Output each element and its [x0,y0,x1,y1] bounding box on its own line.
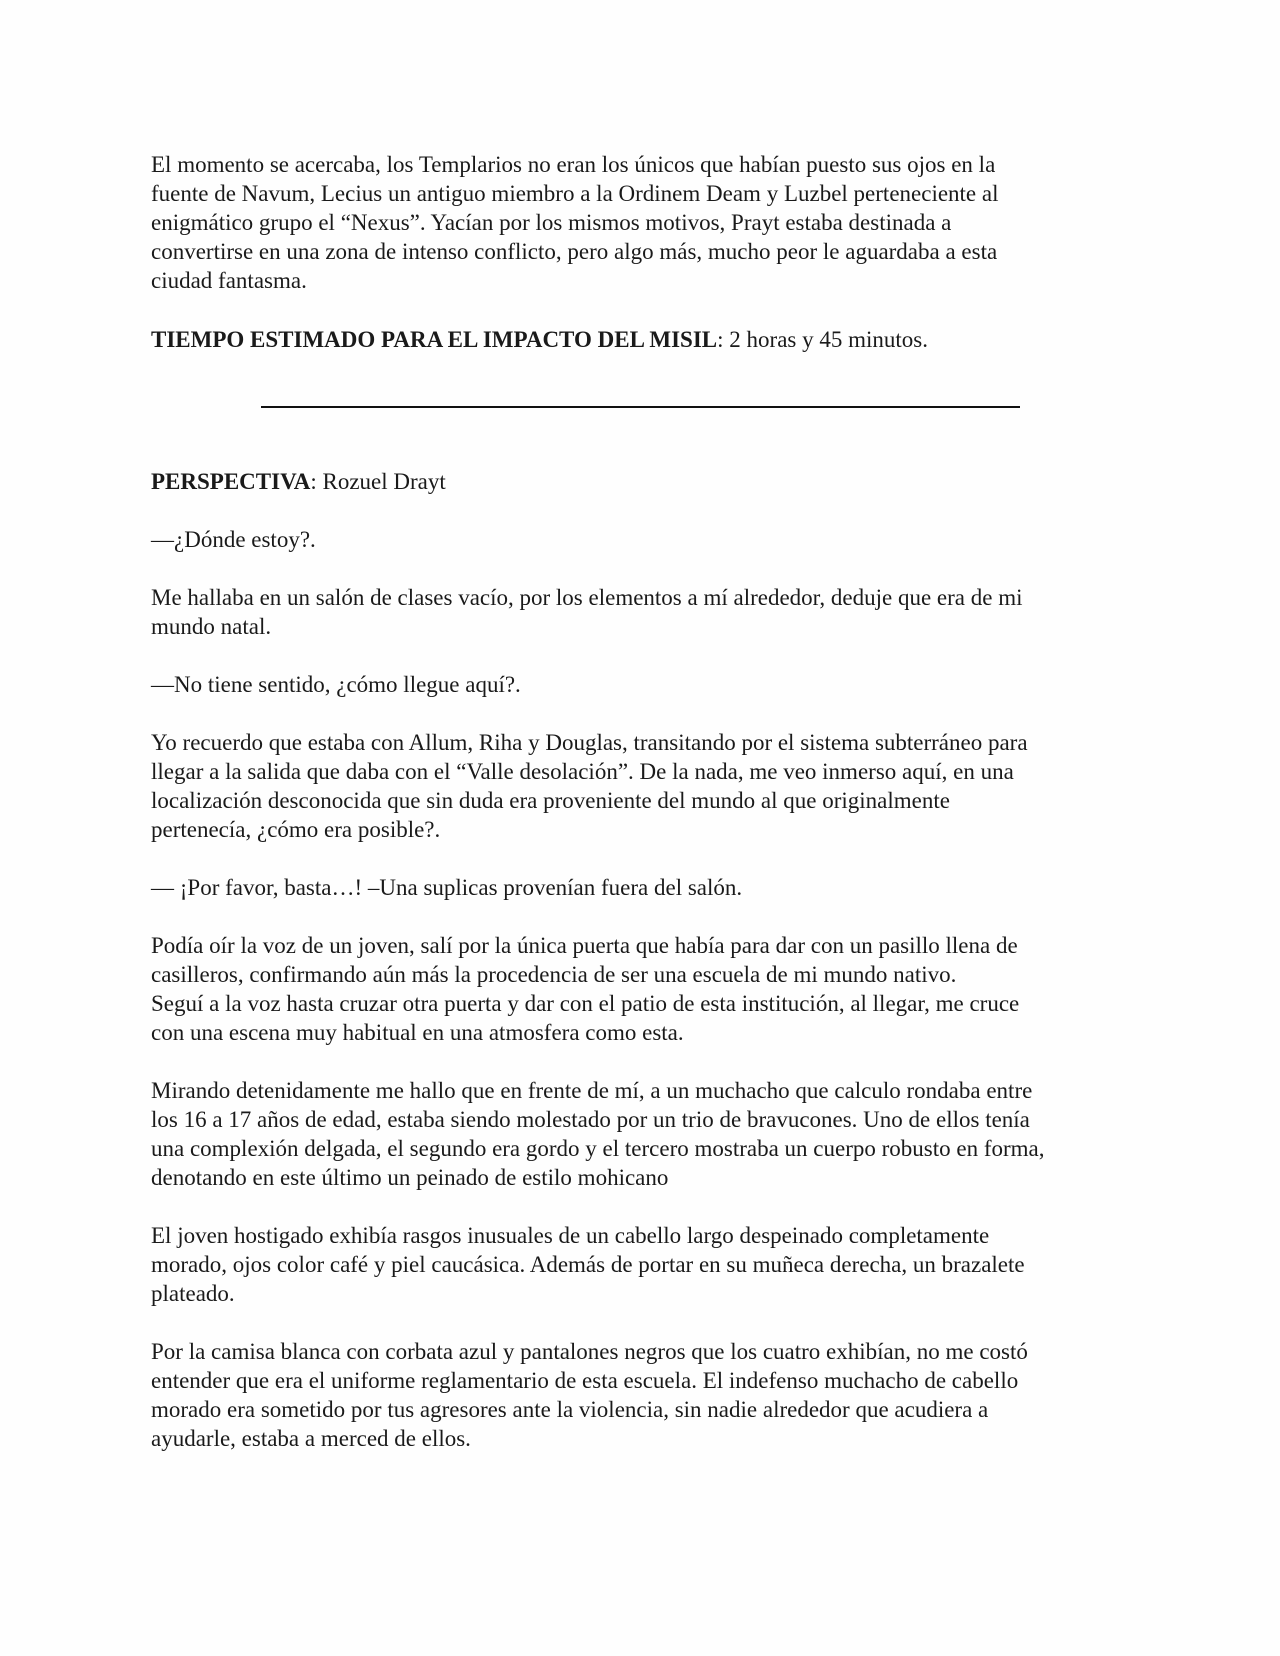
text-line: enigmático grupo el “Nexus”. Yacían por los mismos motivos, Prayt estaba destinada a [151,210,952,235]
timer-label: TIEMPO ESTIMADO PARA EL IMPACTO DEL MISIL [151,327,718,352]
paragraph-joven [151,1221,1151,1308]
text-line: El joven hostigado exhibía rasgos inusuales de un cabello largo despeinado completamente [151,1223,990,1248]
paragraph-camisa [151,1337,1151,1453]
text-line: morado, ojos color café y piel caucásica. Además de portar en su muñeca derecha, un brazalete [151,1252,1025,1277]
text-line: pertenecía, ¿cómo era posible?. [151,817,441,842]
text-line: Por la camisa blanca con corbata azul y pantalones negros que los cuatro exhibían, no me costó [151,1339,1028,1364]
dialogue-favor [151,873,1151,902]
text-line: llegar a la salida que daba con el “Valle desolación”. De la nada, me veo inmerso aquí, en una [151,759,1014,784]
text-line: los 16 a 17 años de edad, estaba siendo molestado por un trio de bravucones. Uno de ellos tenía [151,1107,1030,1132]
text-line: convertirse en una zona de intenso conflicto, pero algo más, mucho peor le aguardaba a esta [151,239,998,264]
text-line: ayudarle, estaba a merced de ellos. [151,1426,471,1451]
text-line: casilleros, confirmando aún más la procedencia de ser una escuela de mi mundo nativo. [151,962,957,987]
section-divider [261,406,1020,408]
text-line: localización desconocida que sin duda era proveniente del mundo al que originalmente [151,788,950,813]
text-line: Mirando detenidamente me hallo que en frente de mí, a un muchacho que calculo rondaba entre [151,1078,1033,1103]
text-line: plateado. [151,1281,235,1306]
text-line: con una escena muy habitual en una atmosfera como esta. [151,1020,684,1045]
text-line: Me hallaba en un salón de clases vacío, por los elementos a mí alrededor, deduje que era de mi [151,585,1023,610]
dialogue-sentido [151,670,1151,699]
text-line: morado era sometido por tus agresores ante la violencia, sin nadie alrededor que acudiera a [151,1397,989,1422]
perspective-value: : Rozuel Drayt [310,469,446,494]
paragraph-mirando [151,1076,1151,1192]
paragraph-intro [151,150,1151,295]
paragraph-salon [151,583,1151,641]
timer-value: : 2 horas y 45 minutos. [717,327,928,352]
paragraph-recuerdo [151,728,1151,844]
text-line: una complexión delgada, el segundo era gordo y el tercero mostraba un cuerpo robusto en forma, [151,1136,1045,1161]
paragraph-voz [151,931,1151,1047]
text-line: Seguí a la voz hasta cruzar otra puerta y dar con el patio de esta institución, al llegar, me cruce [151,991,1020,1016]
text-line: Podía oír la voz de un joven, salí por la única puerta que había para dar con un pasillo llena de [151,933,1018,958]
text-line: El momento se acercaba, los Templarios no eran los únicos que habían puesto sus ojos en la [151,152,996,177]
perspective-label: PERSPECTIVA [151,469,311,494]
text-line: — ¡Por favor, basta…! –Una suplicas provenían fuera del salón. [151,875,743,900]
text-line: mundo natal. [151,614,272,639]
text-line: ciudad fantasma. [151,268,307,293]
text-line: —No tiene sentido, ¿cómo llegue aquí?. [151,672,521,697]
missile-timer [151,325,1151,354]
text-line: fuente de Navum, Lecius un antiguo miembro a la Ordinem Deam y Luzbel perteneciente al [151,181,999,206]
text-line: denotando en este último un peinado de estilo mohicano [151,1165,669,1190]
text-line: entender que era el uniforme reglamentario de esta escuela. El indefenso muchacho de cabello [151,1368,1019,1393]
text-line: —¿Dónde estoy?. [151,527,316,552]
perspective-heading [151,467,1151,496]
text-line: Yo recuerdo que estaba con Allum, Riha y Douglas, transitando por el sistema subterráneo para [151,730,1028,755]
dialogue-donde [151,525,1151,554]
